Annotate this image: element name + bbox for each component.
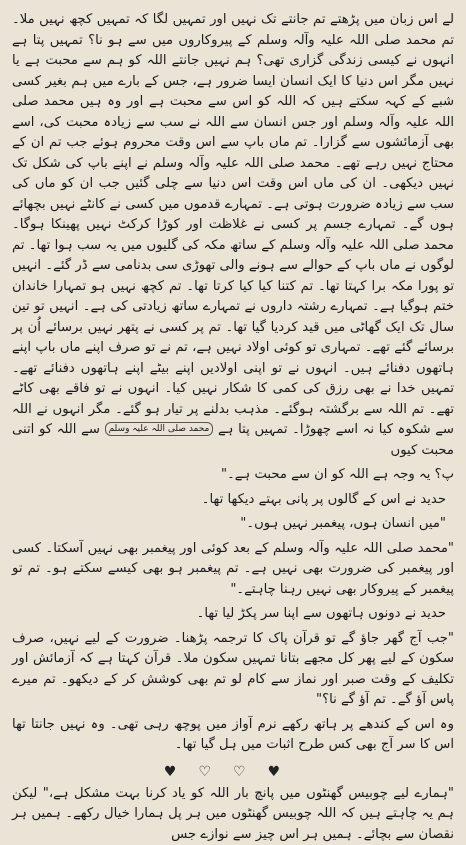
paragraph-6: حدید نے دونوں ہاتھوں سے اپنا سر پکڑ لیا تھا۔ — [12, 604, 454, 625]
heart-outline-icon: ♡ — [233, 764, 268, 780]
paragraph-1-suffix: سے اللہ کو اتنی محبت کیوں — [12, 422, 454, 458]
paragraph-2: پ؟ یہ وجہ ہے اللہ کو ان سے محبت ہے۔" — [12, 465, 454, 486]
paragraph-8: وہ اس کے کندھے پر ہاتھ رکھے نرم آواز میں پوچھ رہی تھی۔ وہ نہیں جانتا تھا اس کا سر آج بھی کس طرح اثبات میں ہل گیا تھا۔ — [12, 715, 454, 756]
heart-filled-icon: ♥ — [164, 764, 199, 780]
paragraph-1 — [12, 10, 454, 461]
paragraph-3: حدید نے اس کے گالوں پر پانی بہتے دیکھا تھا۔ — [12, 490, 454, 511]
heart-outline-icon: ♡ — [198, 764, 233, 780]
paragraph-9: "ہمارے لیے چوبیس گھنٹوں میں پانچ بار اللہ کو یاد کرنا بہت مشکل ہے،" لیکن ہم یہ چاہتے ہیں کہ اللہ چوبیس گھنٹوں میں ہر پل ہمارا خیال رکھے۔ ہمیں ہر نقصان سے بچائے۔ ہمیں ہر اس چیز سے نوازے جس — [12, 784, 454, 845]
section-divider — [12, 764, 454, 780]
paragraph-5: "محمد صلی اللہ علیہ وآلہ وسلم کے بعد کوئی اور پیغمبر بھی نہیں آسکتا۔ کسی اور پیغمبر کی ضرورت بھی نہیں ہے۔ تم پیغمبر ہو بھی کیسے سکتے ہو۔ تم تو پیغمبر کے پیروکار بھی نہیں رہنا چاہتے۔" — [12, 539, 454, 601]
heart-filled-icon: ♥ — [268, 764, 303, 780]
paragraph-4: "میں انسان ہوں، پیغمبر نہیں ہوں۔" — [12, 514, 454, 535]
paragraph-7: "جب آج گھر جاؤ گے تو قرآن پاک کا ترجمہ پڑھنا۔ ضرورت کے لیے نہیں، صرف سکون کے لیے پھر کل مجھے بتانا تمہیں سکون ملا۔ قرآن کہتا ہے کہ آزمائش اور تکلیف کے وقت صبر اور نماز سے کام لو تم بھی کوشش کر کے دیکھو۔ تم میرے پاس آؤ گے۔ تم آؤ گے نا؟" — [12, 629, 454, 711]
paragraph-1-text: لے اس زبان میں پڑھتے تم جانتے تک نہیں اور تمہیں لگا کہ تمہیں کچھ نہیں ملا۔ تم محمد صلی اللہ علیہ وآلہ وسلم کے پیروکاروں میں سے ہو نا؟ تمہیں پتا ہے انہوں نے کیسی زندگی گزاری تھی؟ ہم نہیں جانتے اللہ کو ہم سے محبت ہے یا نہیں مگر اس دنیا کا ایک انسان ایسا ضرور ہے، جس کے بارے میں ہم بغیر کسی شبے کے کہہ سکتے ہیں کہ اللہ کو اس سے محبت ہے اور وہ ہیں محمد صلی اللہ علیہ وآلہ وسلم اور جس انسان سے اللہ نے سب سے زیادہ محبت کی، اسے بھی آزمائشوں سے گزارا۔ تم ماں باپ سے اس وقت محروم ہوئے جب تم ان کے محتاج نہیں رہے تھے۔ محمد صلی اللہ علیہ وآلہ وسلم نے اپنے باپ کی شکل تک نہیں دیکھی۔ ان کی ماں اس وقت اس دنیا سے چلی گئیں جب ان کو ماں کی سب سے زیادہ ضرورت ہوتی ہے۔ تمہارے قدموں میں کسی نے کانٹے نہیں بچھائے ہوں گے۔ تمہارے جسم پر کسی نے غلاظت اور کوڑا کرکٹ نہیں پھینکا ہوگا۔ محمد صلی اللہ علیہ وآلہ وسلم کے ساتھ مکہ کی گلیوں میں یہ سب ہوا تھا۔ تم لوگوں نے ماں باپ کے حوالے سے ہونے والی تھوڑی سی بدنامی سے ڈر گئے۔ انہیں تو پورا مکہ برا کہتا تھا۔ تم کتنا کیا کیا کرتا تھا۔ تم کچھ نہیں ہو تمہارا خاندان ختم ہوگیا ہے۔ تمہارے رشتہ داروں نے تمہارے ساتھ زیادتی کی ہے۔ انہیں تو تین سال تک ایک گھاٹی میں قید کردیا گیا تھا۔ تم پر کسی نے پتھر نہیں برسائے اُن پر برسائے گئے تھے۔ تمہاری تو کوئی اولاد نہیں ہے، تم نے تو صرف اپنے ماں باپ اپنے ہاتھوں دفنائے ہیں۔ انہوں نے تو اپنی اولادیں اپنے بیٹے اپنے ہاتھوں دفنائے تھے۔ تمہیں خدا نے بھی رزق کی کمی کا شکار نہیں کیا۔ انہوں نے تو فاقے بھی کاٹے تھے۔ تم اللہ سے برگشتہ ہوگئے۔ مذہب بدلنے پر تیار ہو گئے۔ مگر انہوں نے اللہ سے شکوہ کیا نہ اسے چھوڑا۔ تمہیں پتا ہے — [12, 12, 454, 437]
seal-calligraphy: محمد صلی اللہ علیہ وسلم — [105, 422, 214, 436]
